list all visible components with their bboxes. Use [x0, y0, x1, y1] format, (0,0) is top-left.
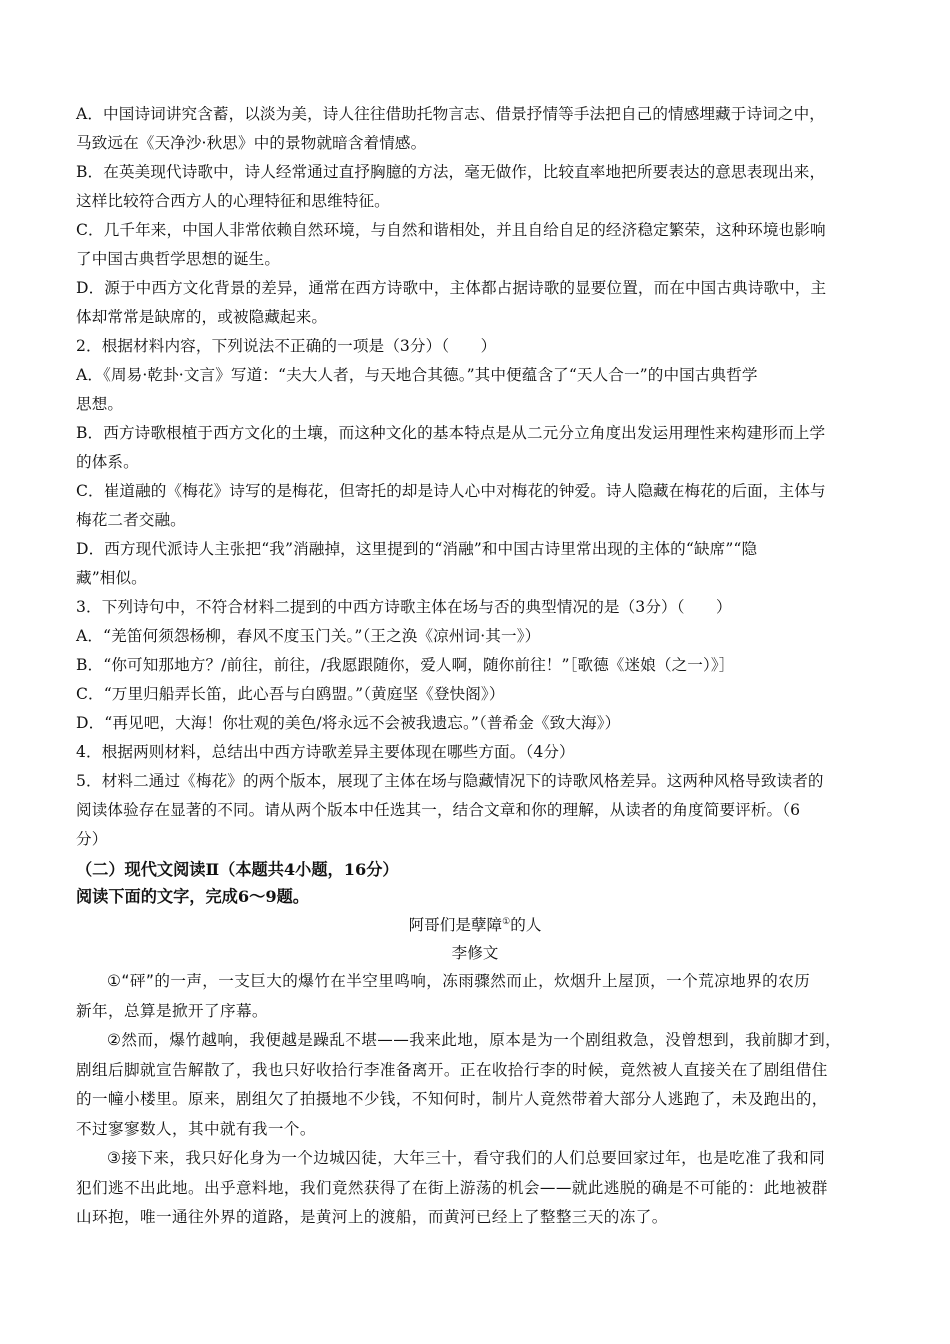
q3-option-b: B．“你可知那地方？/前往，前往，/我愿跟随你，爱人啊，随你前往！”［歌德《迷娘（之一）》］	[76, 656, 735, 674]
option-line: A．中国诗词讲究含蓄，以淡为美，诗人往往借助托物言志、借景抒情等手法把自己的情感埋藏于诗词之中，	[76, 105, 825, 123]
paragraph-line: 不过寥寥数人，其中就有我一个。	[76, 1119, 316, 1138]
q1-option-d	[76, 274, 874, 332]
option-line: B．西方诗歌根植于西方文化的土壤，而这种文化的基本特点是从二元分立角度出发运用理性来构建形而上学	[76, 424, 826, 442]
paragraph-line: 剧组后脚就宣告解散了，我也只好收拾行李准备离开。正在收拾行李的时候，竟然被人直接关在了剧组借住	[76, 1060, 828, 1079]
q1-option-a	[76, 100, 874, 158]
paragraph-line: 山环抱，唯一通往外界的道路，是黄河上的渡船，而黄河已经上了整整三天的冻了。	[76, 1208, 668, 1226]
question-line: 分）	[76, 830, 108, 848]
paragraph-line: ②然而，爆竹越响，我便越是躁乱不堪——我来此地，原本是为一个剧组救急，没曾想到，我前脚才到，	[107, 1031, 842, 1049]
option-line: 体却常常是缺席的，或被隐藏起来。	[76, 308, 328, 326]
section-instruction: 阅读下面的文字，完成6～9题。	[76, 887, 309, 906]
story-title-part: 阿哥们是孽障	[408, 916, 503, 934]
option-line: B．在英美现代诗歌中，诗人经常通过直抒胸臆的方法，毫无做作，比较直率地把所要表达的意思表现出来，	[76, 163, 826, 181]
paragraph-line: 新年，总算是掀开了序幕。	[76, 1001, 268, 1020]
paragraph-line: 的一幢小楼里。原来，剧组欠了拍摄地不少钱，不知何时，制片人竟然带着大部分人逃跑了，未及跑出的，	[76, 1090, 828, 1108]
question-stem: 3．下列诗句中，不符合材料二提到的中西方诗歌主体在场与否的典型情况的是（3分）（ ）	[76, 598, 732, 616]
option-line: 思想。	[76, 395, 124, 413]
paragraph-line: ③接下来，我只好化身为一个边城囚徒，大年三十，看守我们的人们总要回家过年，也是吃准了我和同	[107, 1149, 826, 1167]
q3-option-a: A．“羌笛何须怨杨柳，春风不度玉门关。”（王之涣《凉州词·其一》）	[76, 627, 541, 645]
q2-option-d	[76, 535, 874, 593]
paragraph-line: 犯们逃不出此地。出乎意料地，我们竟然获得了在街上游荡的机会——就此逃脱的确是不可能的：此地被群	[76, 1178, 828, 1197]
question-stem: 2．根据材料内容，下列说法不正确的一项是（3分）（ ）	[76, 337, 497, 355]
question-line: 5．材料二通过《梅花》的两个版本，展现了主体在场与隐藏情况下的诗歌风格差异。这两种风格导致读者的	[76, 772, 824, 790]
option-line: 马致远在《天净沙·秋思》中的景物就暗含着情感。	[76, 134, 427, 152]
q3-option-c: C．“万里归船弄长笛，此心吾与白鸥盟。”（黄庭坚《登快阁》）	[76, 685, 505, 703]
question-4: 4．根据两则材料，总结出中西方诗歌差异主要体现在哪些方面。（4分）	[76, 743, 575, 761]
option-line: 的体系。	[76, 453, 139, 471]
footnote-marker: ①	[502, 916, 511, 927]
paragraph-line: ①“砰”的一声，一支巨大的爆竹在半空里鸣响，冻雨骤然而止，炊烟升上屋顶，一个荒凉地界的农历	[107, 972, 811, 990]
q1-option-c	[76, 216, 874, 274]
option-line: A．《周易·乾卦·文言》写道：“夫大人者，与天地合其德。”其中便蕴含了“天人合一”的中国古典哲学	[76, 366, 758, 384]
section-title: （二）现代文阅读Ⅱ（本题共4小题，16分）	[76, 860, 399, 879]
question-line: 阅读体验存在显著的不同。请从两个版本中任选其一，结合文章和你的理解，从读者的角度简要评析。（6	[76, 801, 801, 819]
question-5	[76, 767, 874, 854]
option-line: D．西方现代派诗人主张把“我”消融掉，这里提到的“消融”和中国古诗里常出现的主体的“缺席”“隐	[76, 540, 758, 558]
question-3	[76, 593, 874, 738]
option-line: C．崔道融的《梅花》诗写的是梅花，但寄托的却是诗人心中对梅花的钟爱。诗人隐藏在梅花的后面，主体与	[76, 482, 826, 500]
option-line: 这样比较符合西方人的心理特征和思维特征。	[76, 192, 390, 210]
q3-option-d: D．“再见吧，大海！你壮观的美色/将永远不会被我遗忘。”（普希金《致大海》）	[76, 714, 621, 732]
story-paragraph-1	[76, 967, 874, 1026]
story-title	[76, 911, 874, 939]
q2-option-c	[76, 477, 874, 535]
q1-options	[76, 100, 874, 332]
story-paragraph-3	[76, 1144, 874, 1233]
option-line: D．源于中西方文化背景的差异，通常在西方诗歌中，主体都占据诗歌的显要位置，而在中国古典诗歌中，主	[76, 279, 827, 297]
q1-option-b	[76, 158, 874, 216]
story-paragraph-2	[76, 1026, 874, 1144]
story-author: 李修文	[451, 944, 499, 962]
option-line: 藏”相似。	[76, 569, 147, 587]
story-title-part: 的人	[510, 916, 542, 934]
option-line: C．几千年来，中国人非常依赖自然环境，与自然和谐相处，并且自给自足的经济稳定繁荣，这种环境也影响	[76, 221, 826, 239]
q2-option-a	[76, 361, 874, 419]
option-line: 了中国古典哲学思想的诞生。	[76, 250, 281, 268]
question-2	[76, 332, 874, 593]
option-line: 梅花二者交融。	[76, 511, 186, 529]
q2-option-b	[76, 419, 874, 477]
